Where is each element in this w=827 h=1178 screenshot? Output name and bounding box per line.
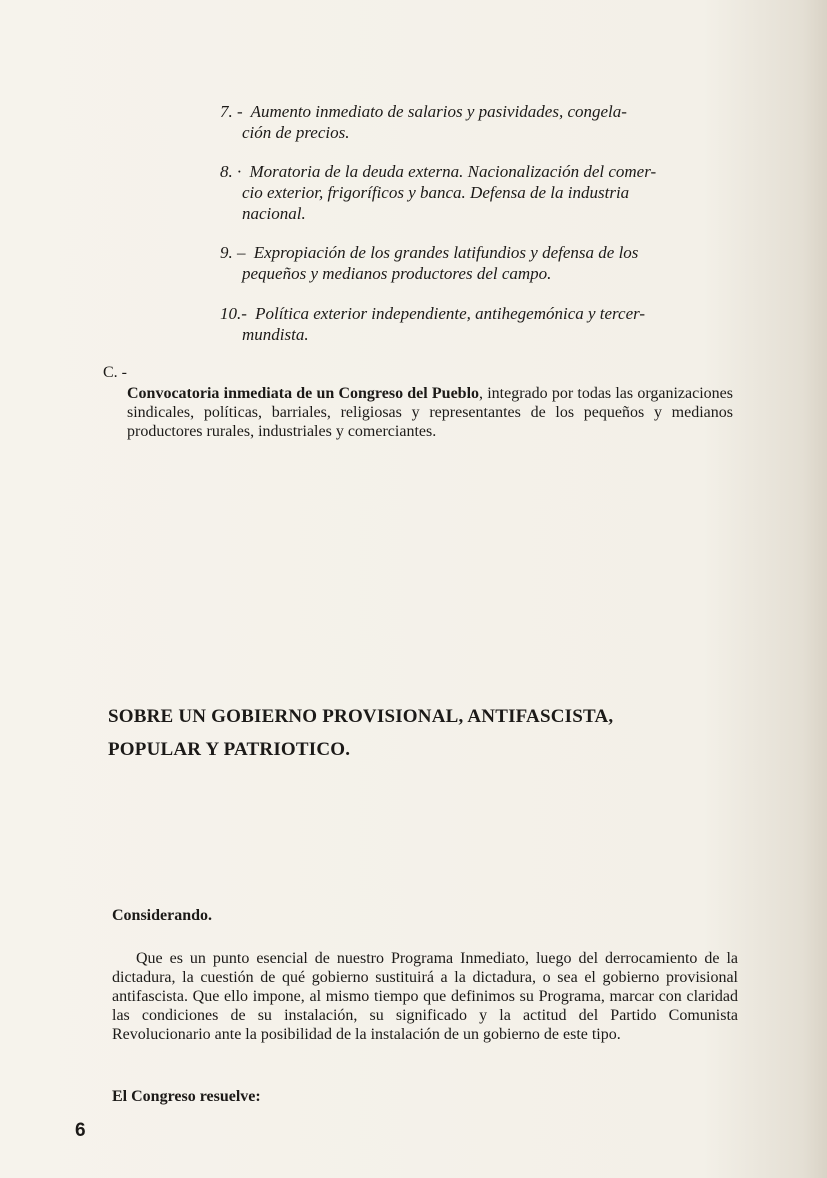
item-text: Moratoria de la deuda externa. Nacionalización del comer- — [249, 162, 657, 181]
section-c-bold-text: Convocatoria inmediata de un Congreso del Pueblo — [127, 385, 480, 402]
item-text: cio exterior, frigoríficos y banca. Defensa de la industria — [242, 183, 630, 202]
body-paragraph: Que es un punto esencial de nuestro Programa Inmediato, luego del derrocamiento de la dictadura, la cuestión de qué gobierno sustituirá a la dictadura, o sea el gobierno provisional antifascista. Que ello impone, al mismo tiempo que definimos su Programa, marcar con claridad las condiciones de su instalación, su significado y la actitud del Partido Comunista Revolucionario ante la posibilidad de la instalación de un gobierno de este tipo. — [112, 950, 738, 1043]
item-number: 8. · — [220, 162, 242, 181]
list-item-9 — [220, 242, 730, 284]
item-number: 10.- — [220, 304, 247, 323]
item-text: nacional. — [242, 204, 306, 223]
list-item-10 — [220, 303, 730, 345]
section-c-rest-text: , integrado por todas las organizaciones sindicales, políticas, barriales, religiosas y representantes de los pequeños y medianos productores rurales, industriales y comerciantes. — [127, 385, 733, 440]
item-text: mundista. — [242, 325, 309, 344]
item-number: 9. – — [220, 243, 246, 262]
item-text: ción de precios. — [242, 123, 350, 142]
section-c-text — [127, 384, 733, 441]
section-c-label: C. - — [103, 364, 127, 381]
page-number: 6 — [75, 1120, 86, 1141]
item-text: pequeños y medianos productores del campo. — [242, 264, 552, 283]
list-item-7 — [220, 101, 730, 143]
item-number: 7. - — [220, 102, 243, 121]
item-text: Política exterior independiente, antihegemónica y tercer- — [255, 304, 646, 323]
section-heading-line1: SOBRE UN GOBIERNO PROVISIONAL, ANTIFASCISTA, — [108, 706, 614, 727]
list-item-8 — [220, 161, 730, 224]
section-heading-line2: POPULAR Y PATRIOTICO. — [108, 739, 351, 760]
resuelve-label: El Congreso resuelve: — [112, 1088, 261, 1105]
item-text: Aumento inmediato de salarios y pasividades, congela- — [250, 102, 627, 121]
considerando-label: Considerando. — [112, 907, 213, 924]
item-text: Expropiación de los grandes latifundios y defensa de los — [253, 243, 639, 262]
